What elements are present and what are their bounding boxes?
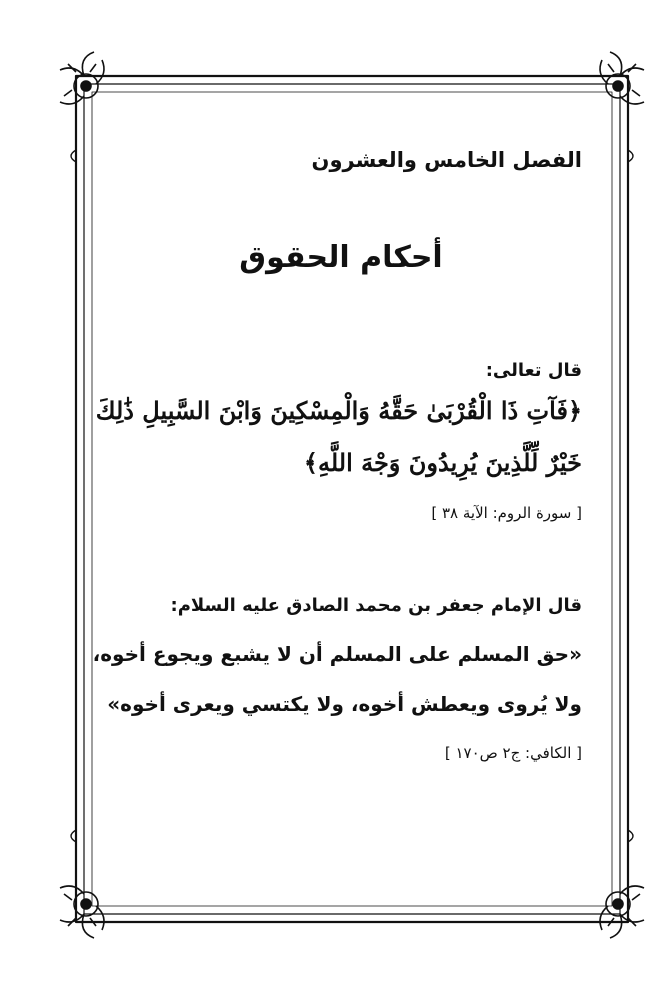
quran-verse-line: ﴿فَآتِ ذَا الْقُرْبَىٰ حَقَّهُ وَالْمِسْكِينَ وَابْنَ السَّبِيلِ ذَٰلِكَ	[95, 396, 582, 425]
corner-ornament-top-left	[60, 52, 104, 104]
hadith-text-line: ولا يُروى ويعطش أخوه، ولا يكتسي ويعرى أخوه»	[107, 692, 582, 716]
hadith-intro-label: قال الإمام جعفر بن محمد الصادق عليه السلام:	[170, 595, 582, 616]
quran-citation: [ سورة الروم: الآية ٣٨ ]	[431, 504, 582, 522]
corner-ornament-bottom-right	[600, 886, 644, 938]
corner-ornament-bottom-left	[60, 886, 104, 938]
chapter-heading: الفصل الخامس والعشرون	[311, 148, 582, 172]
quran-intro-label: قال تعالى:	[485, 360, 582, 381]
hadith-text-line: «حق المسلم على المسلم أن لا يشبع ويجوع أخوه،	[92, 642, 582, 666]
corner-ornament-top-right	[600, 52, 644, 104]
quran-verse-line: خَيْرٌ لِّلَّذِينَ يُرِيدُونَ وَجْهَ اللَّهِ﴾	[303, 448, 582, 477]
page-title: أحكام الحقوق	[239, 240, 443, 275]
hadith-citation: [ الكافي: ج٢ ص١٧٠ ]	[444, 744, 582, 762]
